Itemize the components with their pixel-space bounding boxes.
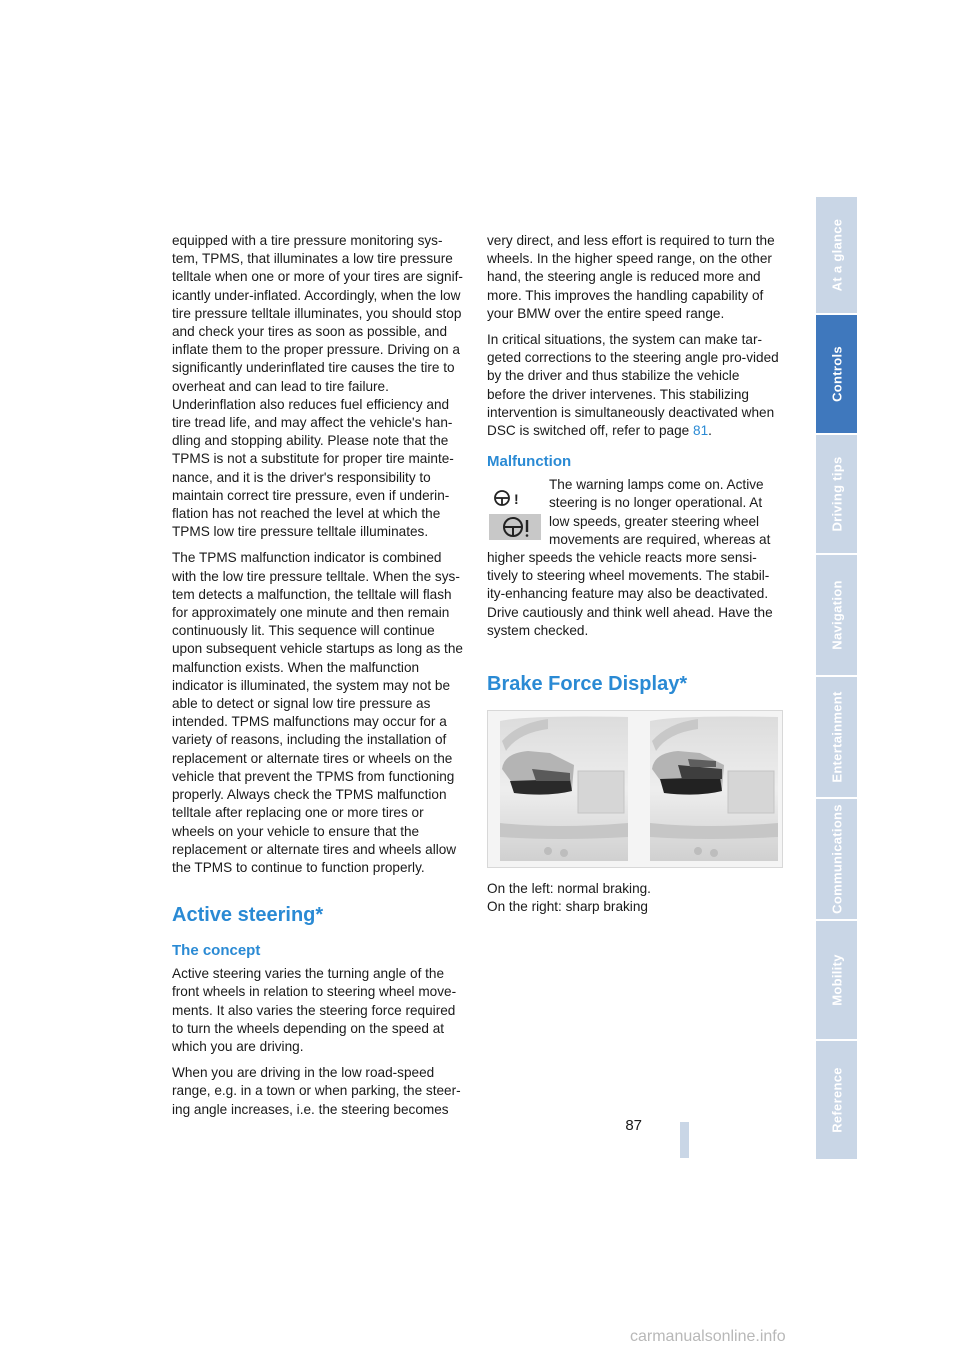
page-reference-link[interactable]: 81 <box>693 423 709 439</box>
tab-driving-tips[interactable] <box>816 435 857 553</box>
concept-paragraph-1: Active steering varies the turning angle of the front wheels in relation to steering wheel move-ments. It also varies the steering force required to turn the wheels depending on the speed at which you are driving. <box>172 966 457 1054</box>
tab-mobility[interactable] <box>816 921 857 1039</box>
tab-label: Mobility <box>829 954 844 1006</box>
tab-communications[interactable] <box>816 799 857 919</box>
brake-lights-illustration <box>487 710 783 868</box>
malfunction-heading: Malfunction <box>487 453 572 471</box>
page-marker <box>680 1122 689 1158</box>
tab-navigation[interactable] <box>816 555 857 675</box>
brake-force-heading: Brake Force Display* <box>487 673 688 696</box>
critical-end: . <box>708 423 712 439</box>
active-steering-heading: Active steering* <box>172 904 324 927</box>
caption-right: On the right: sharp braking <box>487 899 648 915</box>
steering-paragraph: very direct, and less effort is required to turn the wheels. In the higher speed range, on the other hand, the steering angle is reduced more and more. This improves the handling capability of your BMW over the entire speed range. <box>487 233 775 321</box>
malfunction-block <box>487 476 779 640</box>
tab-label: Entertainment <box>829 691 844 783</box>
car-left-normal-braking <box>500 717 628 862</box>
tab-label: Controls <box>829 346 844 402</box>
critical-paragraph <box>487 331 779 440</box>
concept-paragraph-2: When you are driving in the low road-speed range, e.g. in a town or when parking, the steer-ing angle increases, i.e. the steering becomes <box>172 1065 461 1117</box>
tab-at-a-glance[interactable] <box>816 197 857 313</box>
tab-label: At a glance <box>829 218 844 292</box>
caption-left: On the left: normal braking. <box>487 881 651 897</box>
tab-label: Driving tips <box>829 456 844 532</box>
tpms-paragraph-2: The TPMS malfunction indicator is combined with the low tire pressure telltale. When the sys-tem detects a malfunction, the telltale will flash for approximately one minute and then remain continuously lit. This sequence will continue upon subsequent vehicle startups as long as the malfunction exists. When the malfunction indicator is illuminated, the system may not be able to detect or signal low tire pressure as intended. TPMS malfunctions may occur for a variety of reasons, including the installation of replacement or alternate tires or wheels on the vehicle that prevent the TPMS from functioning properly. Always check the TPMS malfunction telltale after replacing one or more tires or wheels on your vehicle to ensure that the replacement or alternate tires and wheels allow the TPMS to continue to function properly. <box>172 550 463 875</box>
tab-controls[interactable] <box>816 315 857 433</box>
critical-text: In critical situations, the system can make tar-geted corrections to the steering angle pro-vided by the driver and thus stabilize the vehicle before the driver intervenes. This stabilizing intervention is simultaneously deactivated when DSC is switched off, refer to page <box>487 332 779 439</box>
malfunction-text: The warning lamps come on. Active steering is no longer operational. At low speeds, greater steering wheel movements are required, whereas at higher speeds the vehicle reacts more sensi-tively to steering wheel movements. The stabil-ity-enhancing feature may also be deactivated. Drive cautiously and think well ahead. Have the system checked. <box>487 477 773 638</box>
tab-reference[interactable] <box>816 1041 857 1159</box>
right-column <box>487 232 779 916</box>
tpms-paragraph-1: equipped with a tire pressure monitoring sys-tem, TPMS, that illuminates a low tire pressure telltale when one or more of your tires are signif-icantly under-inflated. Accordingly, when the low tire pressure telltale illuminates, you should stop and check your tires as soon as possible, and inflate them to the proper pressure. Driving on a significantly underinflated tire causes the tire to overheat and can lead to tire failure. Underinflation also reduces fuel efficiency and tire tread life, and may affect the vehicle's han-dling and stopping ability. Please note that the TPMS is not a substitute for proper tire mainte-nance, and it is the driver's responsibility to maintain correct tire pressure, even if underin-flation has not reached the level at which the TPMS low tire pressure telltale illuminates. <box>172 233 463 540</box>
watermark-text: carmanualsonline.info <box>630 1328 786 1345</box>
page-number: 87 <box>625 1117 642 1134</box>
concept-heading: The concept <box>172 942 261 960</box>
left-column <box>172 232 464 1127</box>
tab-entertainment[interactable] <box>816 677 857 797</box>
tab-label: Communications <box>829 804 844 914</box>
tab-label: Reference <box>829 1067 844 1133</box>
tab-label: Navigation <box>829 580 844 650</box>
car-right-sharp-braking <box>650 717 778 862</box>
steering-warning-icon <box>487 480 543 540</box>
warning-glyph: ! <box>514 491 519 508</box>
